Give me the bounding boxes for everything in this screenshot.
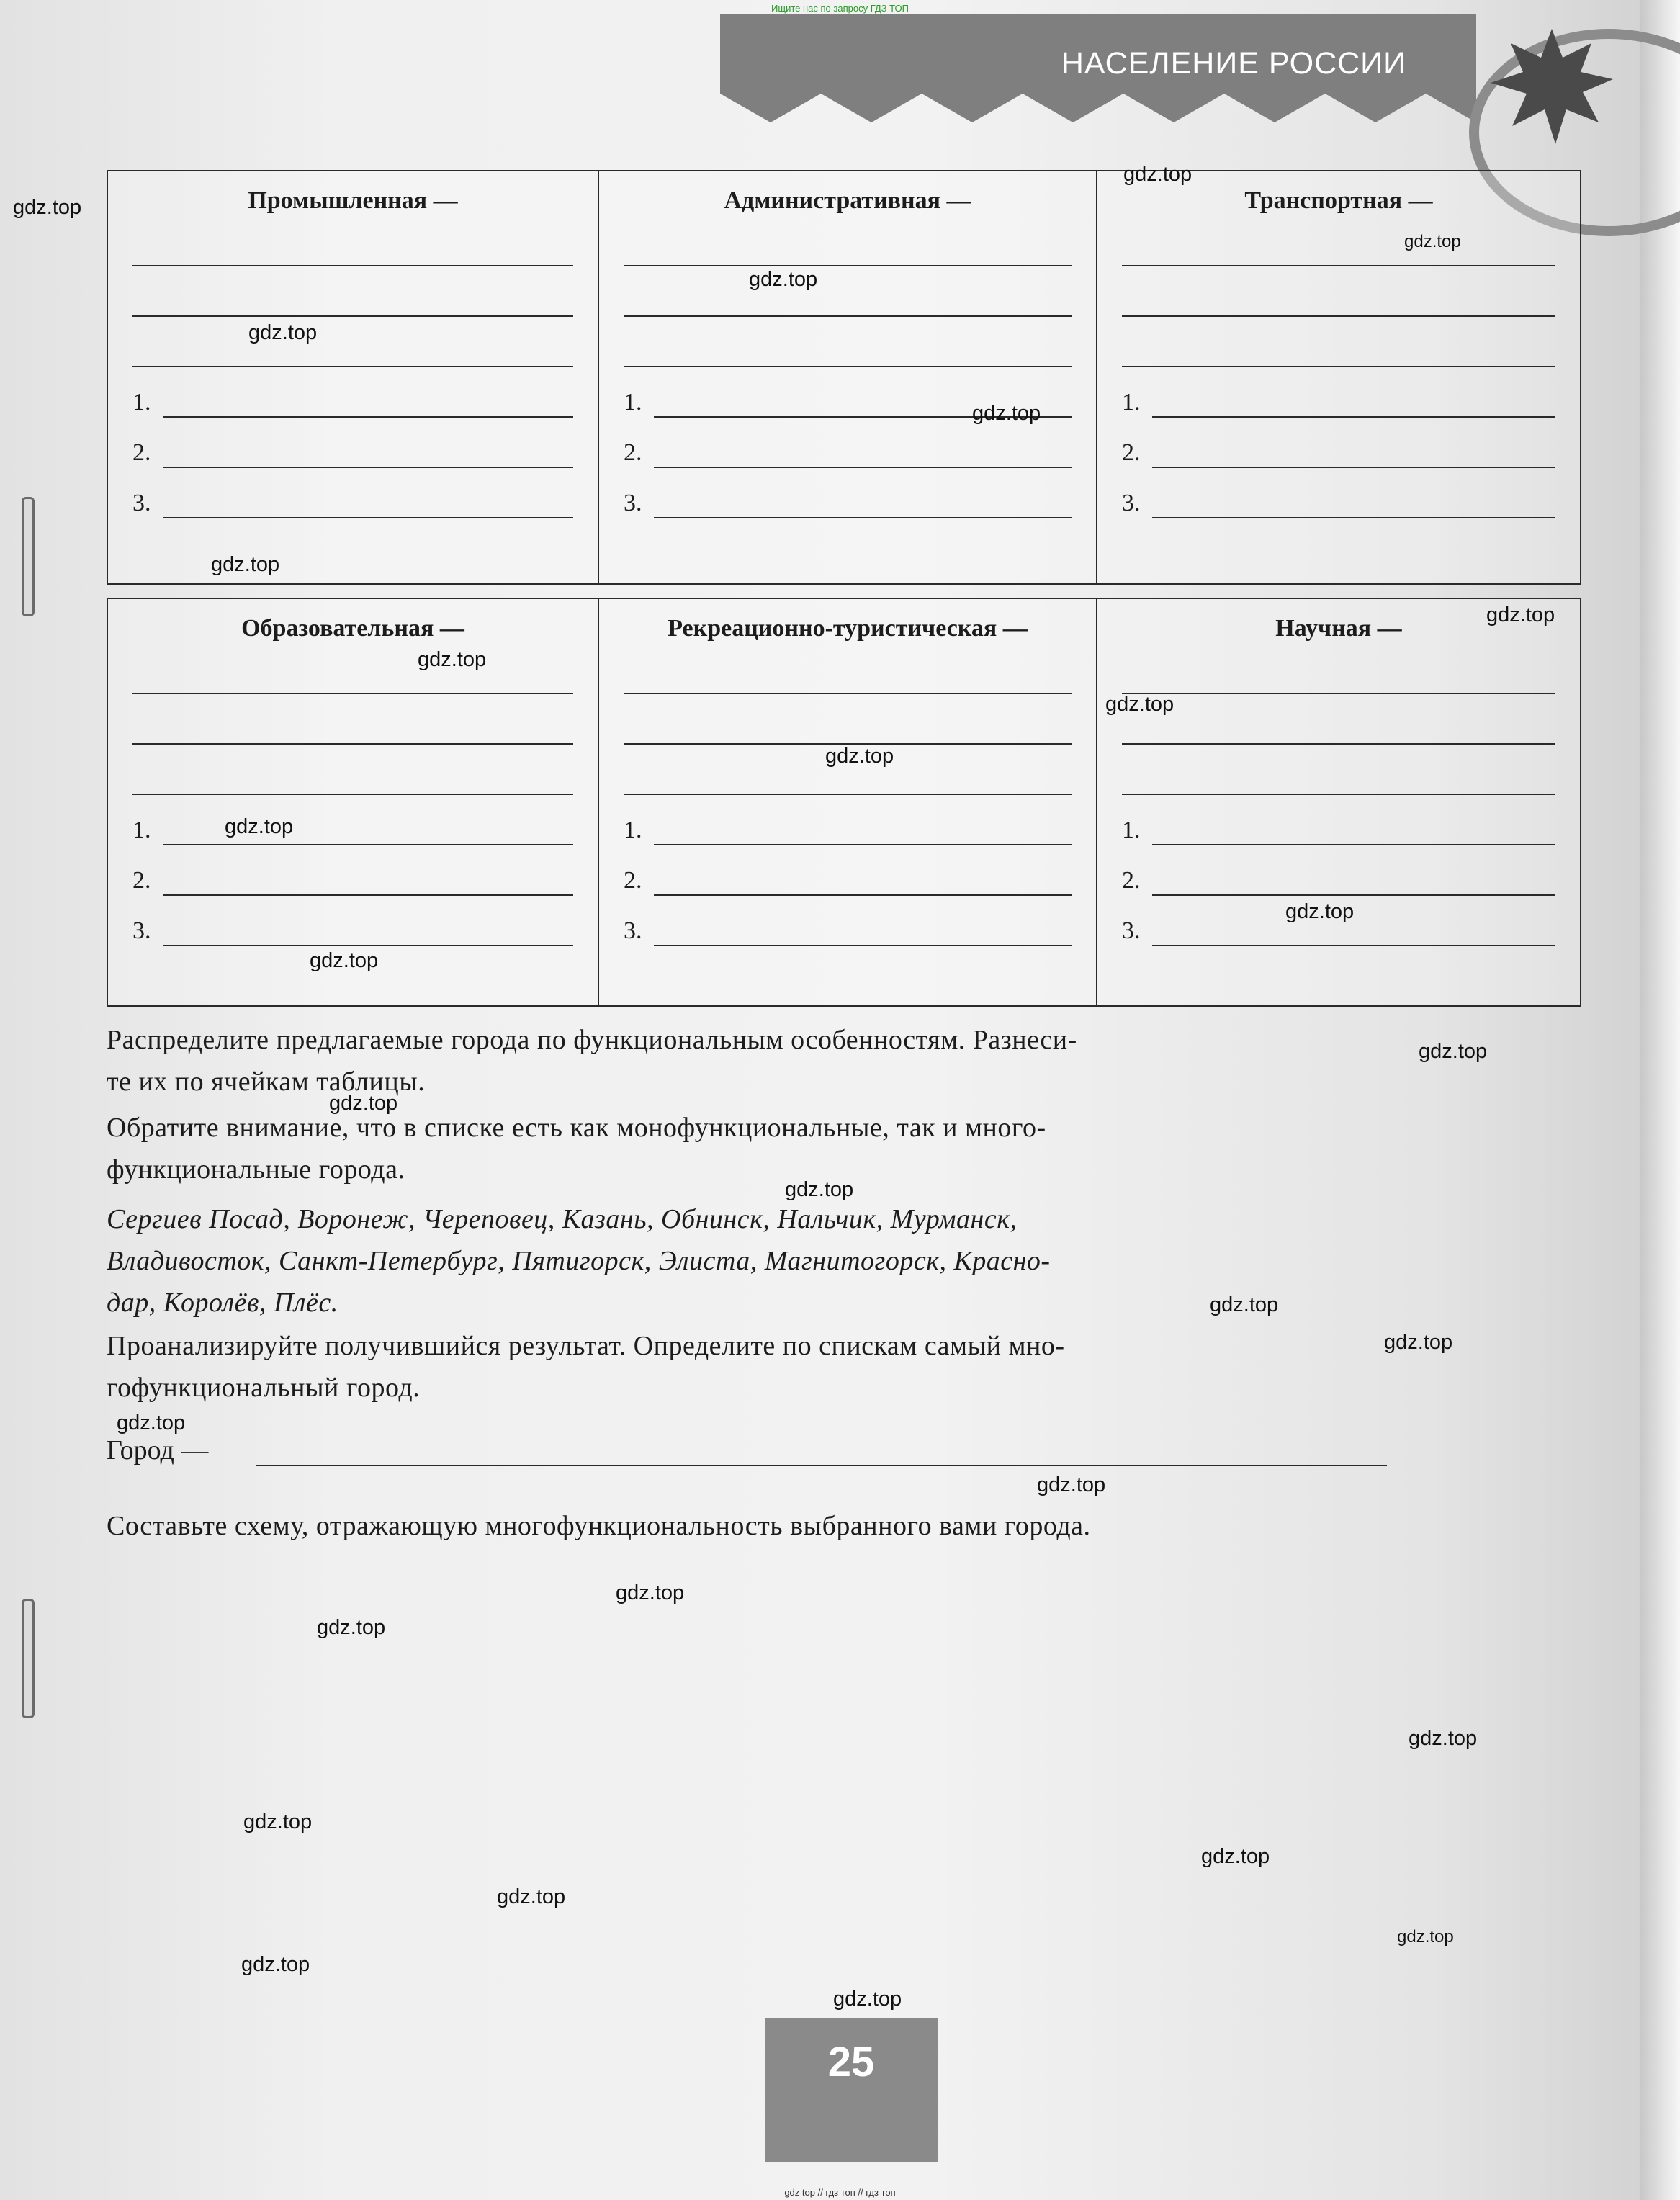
watermark: gdz.top <box>241 1953 310 1976</box>
text-line: Распределите предлагаемые города по функциональным особенностям. Разнеси- <box>107 1025 1077 1055</box>
answer-line[interactable] <box>132 366 573 367</box>
item-number: 2. <box>624 867 642 894</box>
item-number: 1. <box>132 389 151 416</box>
city-list <box>107 1198 1388 1324</box>
item-number: 1. <box>624 389 642 416</box>
answer-line[interactable] <box>624 693 1072 694</box>
answer-line[interactable] <box>1152 467 1555 468</box>
binder-ring-top <box>22 497 35 616</box>
task-paragraph-distribute <box>107 1019 1388 1103</box>
answer-line[interactable] <box>163 844 573 845</box>
answer-line[interactable] <box>654 894 1072 896</box>
item-number: 3. <box>1122 917 1141 944</box>
watermark: gdz.top <box>1486 603 1555 627</box>
answer-line[interactable] <box>163 517 573 518</box>
item-number: 1. <box>1122 817 1141 843</box>
cell-educational <box>107 598 598 1006</box>
item-number: 1. <box>1122 389 1141 416</box>
task-paragraph-analyze <box>107 1325 1388 1409</box>
item-number: 3. <box>624 490 642 516</box>
item-number: 2. <box>132 867 151 894</box>
bottom-note: gdz top // гдз топ // гдз топ <box>784 2187 896 2198</box>
item-number: 1. <box>132 817 151 843</box>
watermark: gdz.top <box>1409 1727 1478 1750</box>
task-paragraph-scheme: Составьте схему, отражающую многофункциональность выбранного вами города. <box>107 1511 1091 1541</box>
answer-line[interactable] <box>132 693 573 694</box>
answer-line[interactable] <box>163 467 573 468</box>
task-paragraph-note <box>107 1107 1388 1190</box>
answer-line[interactable] <box>132 743 573 745</box>
answer-line[interactable] <box>1122 794 1555 795</box>
cell-administrative <box>598 171 1097 584</box>
item-number: 2. <box>1122 439 1141 466</box>
watermark: gdz.top <box>833 1988 902 2011</box>
watermark: gdz.top <box>749 268 818 291</box>
watermark: gdz.top <box>317 1616 386 1639</box>
watermark: gdz.top <box>972 402 1041 425</box>
text-line: Владивосток, Санкт-Петербург, Пятигорск, Элиста, Магнитогорск, Красно- <box>107 1246 1051 1276</box>
watermark: gdz.top <box>1404 232 1461 251</box>
answer-line[interactable] <box>624 366 1072 367</box>
cell-heading: Транспортная — <box>1244 187 1433 214</box>
text-line: Сергиев Посад, Воронеж, Череповец, Казань, Обнинск, Нальчик, Мурманск, <box>107 1204 1018 1234</box>
item-number: 2. <box>624 439 642 466</box>
watermark: gdz.top <box>616 1581 685 1604</box>
item-number: 3. <box>624 917 642 944</box>
watermark: gdz.top <box>785 1178 854 1201</box>
answer-line[interactable] <box>654 844 1072 845</box>
cell-heading: Административная — <box>724 187 971 214</box>
item-number: 2. <box>132 439 151 466</box>
watermark: gdz.top <box>225 815 294 838</box>
cell-heading: Рекреационно-туристическая — <box>668 615 1028 642</box>
section-title: НАСЕЛЕНИЕ РОССИИ <box>1061 46 1406 81</box>
watermark: gdz.top <box>1285 900 1355 923</box>
cell-scientific <box>1097 598 1581 1006</box>
watermark: gdz.top <box>248 321 318 344</box>
watermark: gdz.top <box>1384 1331 1453 1354</box>
watermark: gdz.top <box>310 949 379 972</box>
answer-line[interactable] <box>1122 366 1555 367</box>
functions-table-top <box>107 170 1581 585</box>
watermark: gdz.top <box>329 1092 398 1115</box>
watermark: gdz.top <box>243 1810 313 1833</box>
text-line: те их по ячейкам таблицы. <box>107 1067 426 1097</box>
watermark: gdz.top <box>825 745 894 768</box>
item-number: 3. <box>1122 490 1141 516</box>
answer-line[interactable] <box>1152 894 1555 896</box>
page-number: 25 <box>827 2039 875 2085</box>
cell-heading: Научная — <box>1275 615 1402 642</box>
answer-line[interactable] <box>654 517 1072 518</box>
watermark: gdz.top <box>1210 1293 1279 1316</box>
cell-recreational <box>598 598 1097 1006</box>
answer-line[interactable] <box>163 894 573 896</box>
item-number: 3. <box>132 917 151 944</box>
answer-line[interactable] <box>624 794 1072 795</box>
watermark: gdz.top <box>497 1885 566 1908</box>
watermark: gdz.top <box>1037 1473 1106 1496</box>
text-line: Обратите внимание, что в списке есть как монофункциональные, так и много- <box>107 1113 1046 1143</box>
cell-heading: Промышленная — <box>248 187 458 214</box>
text-line: дар, Королёв, Плёс. <box>107 1288 338 1318</box>
answer-line[interactable] <box>624 315 1072 317</box>
item-number: 3. <box>132 490 151 516</box>
answer-line[interactable] <box>1152 945 1555 946</box>
text-line: гофункциональный город. <box>107 1373 421 1403</box>
answer-line[interactable] <box>163 416 573 418</box>
answer-line[interactable] <box>1152 416 1555 418</box>
answer-line[interactable] <box>1152 844 1555 845</box>
answer-line[interactable] <box>1122 743 1555 745</box>
watermark: gdz.top <box>1419 1040 1488 1063</box>
answer-line[interactable] <box>163 945 573 946</box>
answer-line[interactable] <box>624 265 1072 266</box>
answer-line[interactable] <box>654 945 1072 946</box>
answer-line[interactable] <box>132 794 573 795</box>
page-edge-shadow <box>1640 0 1680 2200</box>
star-icon <box>1483 22 1620 151</box>
cell-heading: Образовательная — <box>241 615 464 642</box>
answer-line[interactable] <box>1122 315 1555 317</box>
text-line: функциональные города. <box>107 1154 405 1185</box>
watermark: gdz.top <box>1123 163 1192 186</box>
item-number: 1. <box>624 817 642 843</box>
city-answer-line[interactable] <box>256 1465 1387 1466</box>
watermark: gdz.top <box>211 553 280 576</box>
watermark: gdz.top <box>1201 1845 1270 1868</box>
watermark: gdz.top <box>418 648 487 671</box>
watermark: gdz.top <box>13 196 82 219</box>
binder-ring-bottom <box>22 1599 35 1718</box>
watermark: gdz.top <box>1105 693 1174 716</box>
text-line: Проанализируйте получившийся результат. Определите по спискам самый мно- <box>107 1331 1065 1361</box>
item-number: 2. <box>1122 867 1141 894</box>
watermark: gdz.top <box>117 1411 186 1435</box>
answer-line[interactable] <box>132 265 573 266</box>
answer-line[interactable] <box>1122 265 1555 266</box>
answer-line[interactable] <box>132 315 573 317</box>
top-note: Ищите нас по запросу ГДЗ ТОП <box>771 3 909 14</box>
watermark: gdz.top <box>1397 1927 1454 1947</box>
city-answer-label: Город — <box>107 1435 209 1465</box>
cell-industrial <box>107 171 598 584</box>
cell-transport <box>1097 171 1581 584</box>
answer-line[interactable] <box>654 467 1072 468</box>
answer-line[interactable] <box>1122 693 1555 694</box>
functions-table-bottom <box>107 598 1581 1007</box>
answer-line[interactable] <box>1152 517 1555 518</box>
